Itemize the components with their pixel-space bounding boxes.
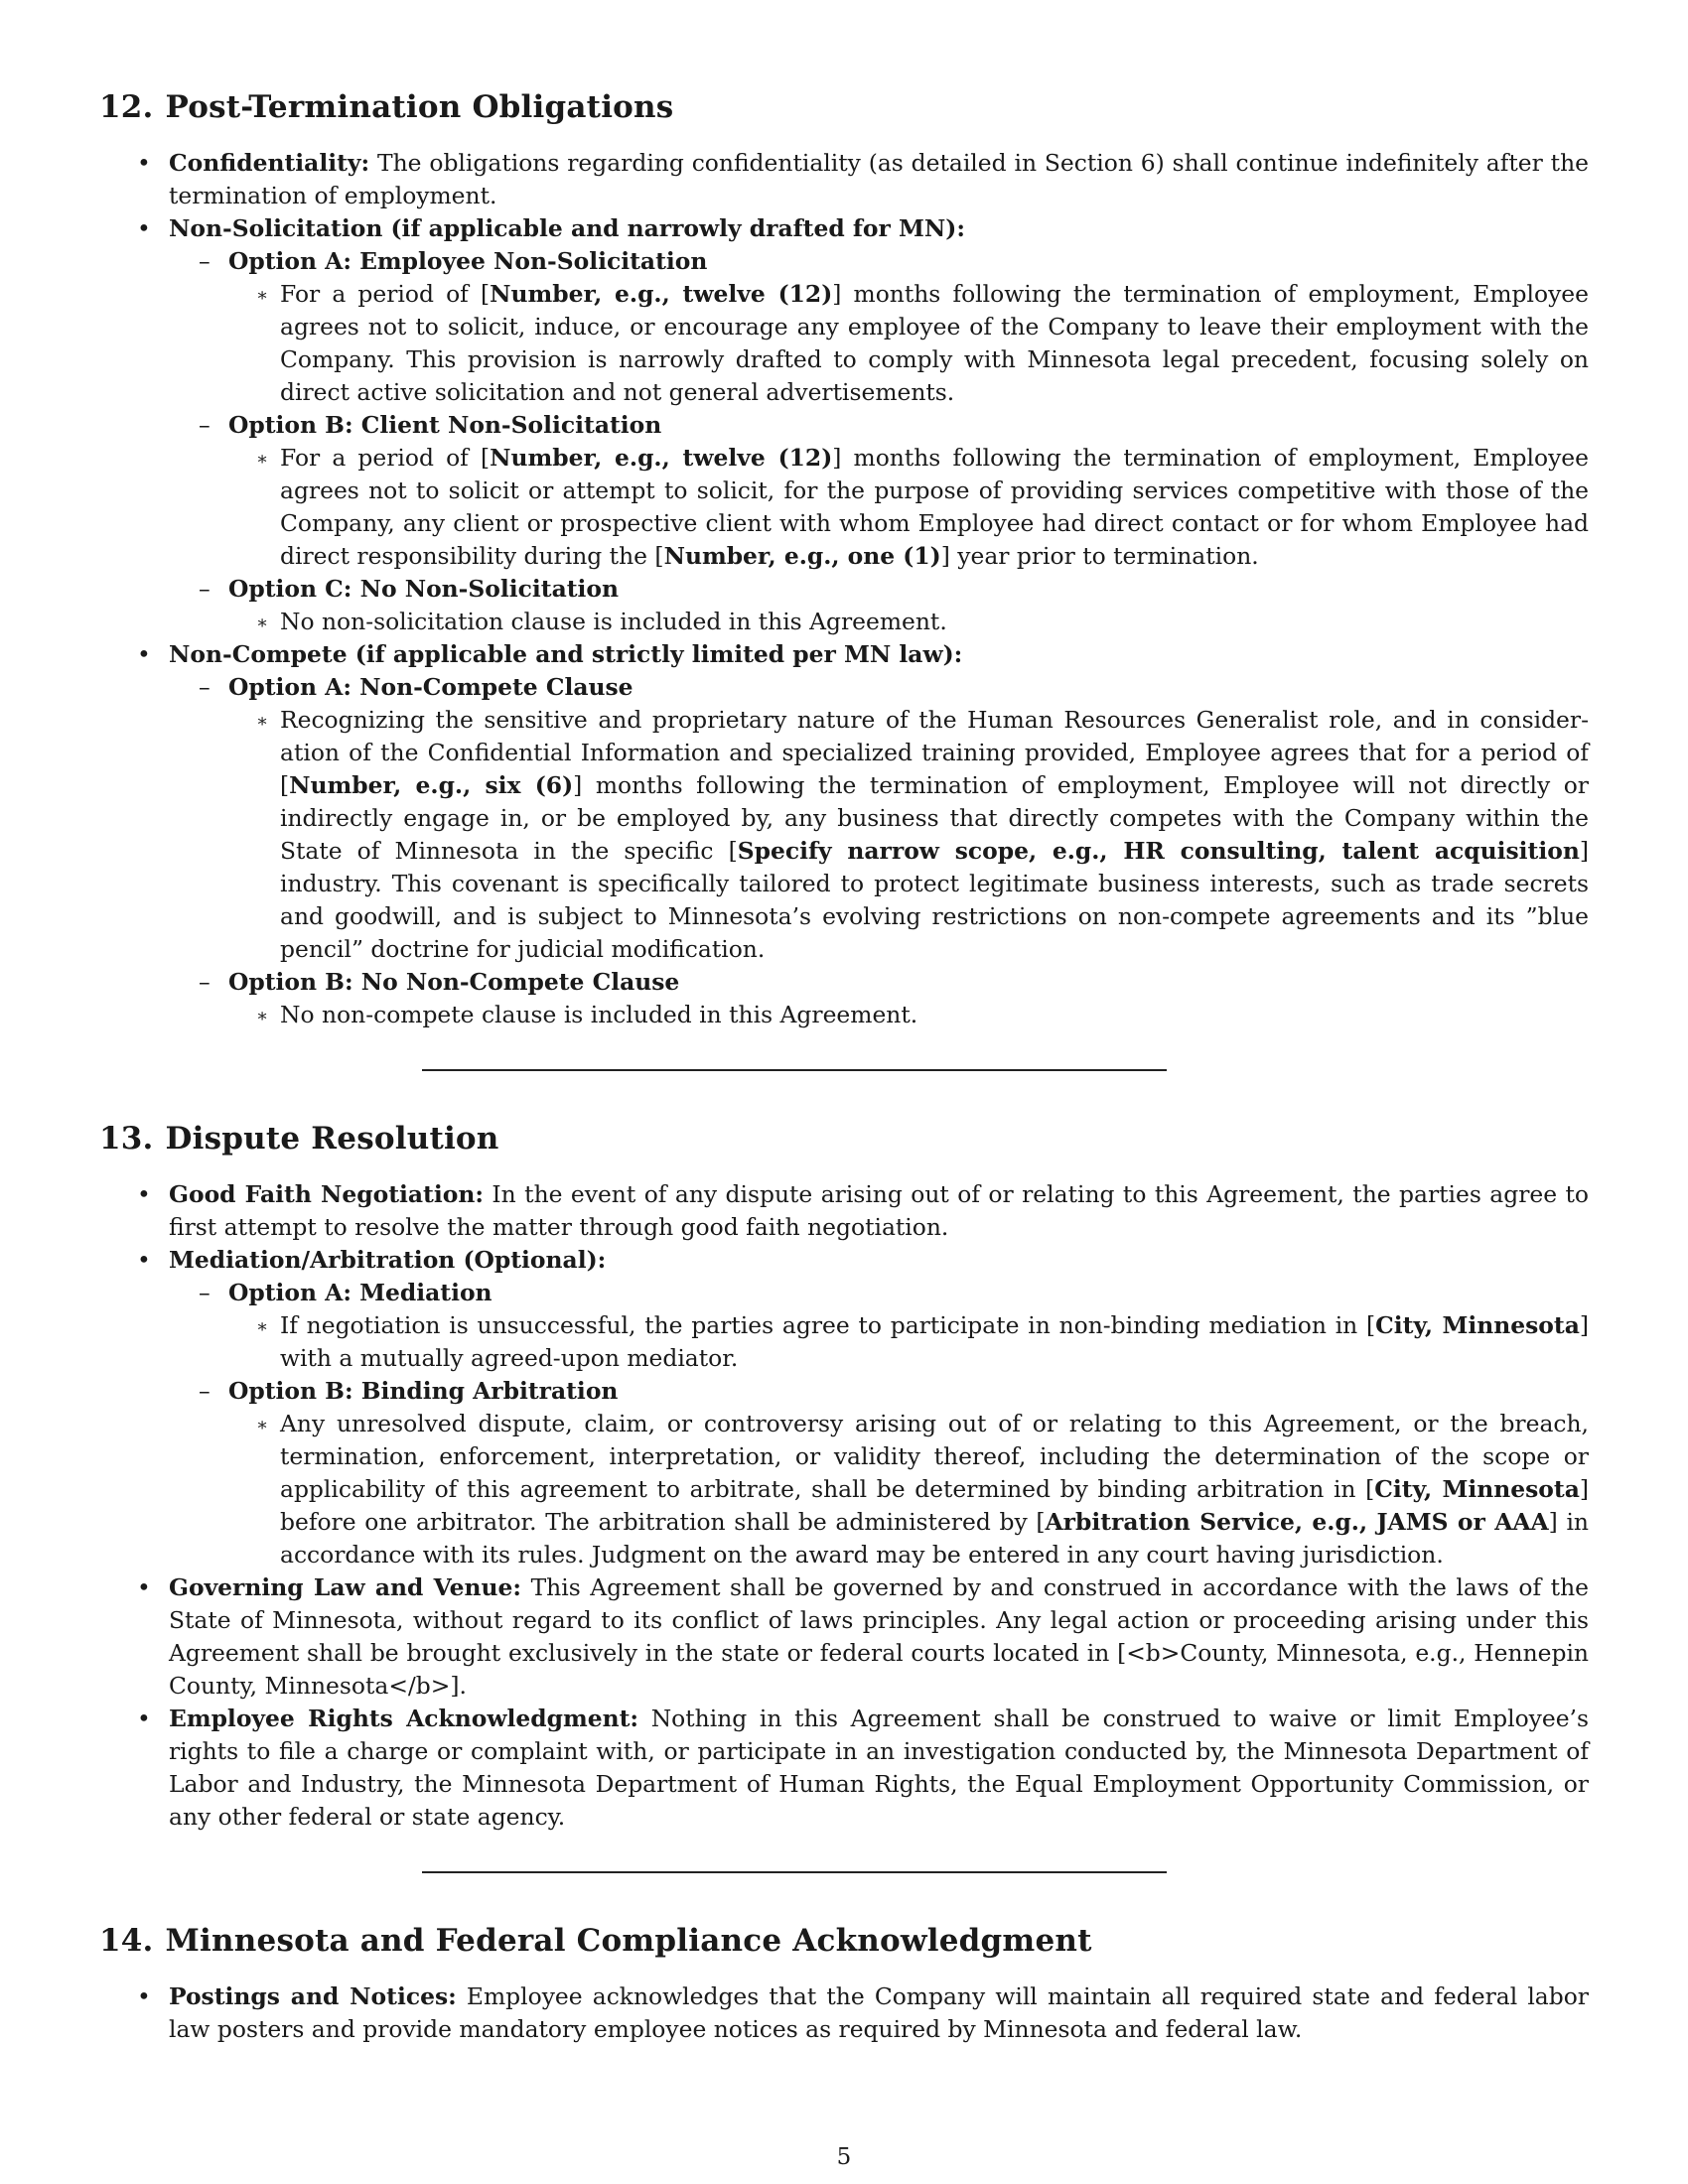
clause-list [228,442,1589,573]
bullet-marker: • [137,149,151,177]
section-list [99,1178,1589,1834]
section-number: 12. [99,89,154,125]
horizontal-rule [422,1871,1167,1873]
item-label: Employee Rights Acknowledgment: [169,1705,639,1732]
asterisk-marker: ∗ [256,1415,269,1435]
clause-item [228,442,1589,573]
section-title: Minnesota and Federal Compliance Acknowledgment [165,1923,1092,1959]
option-label: Option A: Mediation [228,1279,492,1306]
option-item [169,1277,1589,1375]
clause-item [228,999,1589,1031]
list-item [99,1980,1589,2046]
dash-marker: – [199,247,211,275]
list-item [99,638,1589,1031]
bullet-marker: • [137,1982,151,2010]
asterisk-marker: ∗ [256,613,269,633]
section-title: Post-Termination Obligations [165,89,674,125]
option-item [169,671,1589,966]
option-label: Option A: Employee Non-Solicitation [228,247,708,275]
horizontal-rule [422,1069,1167,1071]
clause-item [228,704,1589,966]
item-label: Non-Solicitation (if applicable and narrowly drafted for MN): [169,214,965,242]
dash-marker: – [199,575,211,603]
item-label: Governing Law and Venue: [169,1573,522,1601]
section-heading [99,1121,1589,1157]
option-item [169,245,1589,409]
asterisk-marker: ∗ [256,1006,269,1026]
clause-text: If negotiation is unsuccessful, the parties agree to participate in non-binding mediation in [City, Minnesota] with a mutually agreed-upon mediator. [280,1311,1589,1372]
item-label: Non-Compete (if applicable and strictly limited per MN law): [169,640,963,668]
clause-list [228,606,1589,638]
list-item [99,1571,1589,1703]
item-label: Postings and Notices: [169,1982,457,2010]
item-text: The obligations regarding confidentiality (as detailed in Section 6) shall continue indefinitely after the termination of employment. [169,149,1589,209]
clause-text: For a period of [Number, e.g., twelve (12)] months following the termination of employment, Employee agrees not to solicit, induce, or encourage any employee of the Company to leave their employment with the Company. This provision is narrowly drafted to comply with Minnesota legal precedent, focusing solely on direct active solicitation and not general advertisements. [280,280,1589,406]
clause-list [228,1408,1589,1571]
option-list [169,1277,1589,1571]
clause-text: Recognizing the sensitive and proprietary nature of the Human Resources Generalist role, and in consider-ation of the Confidential Information and specialized training provided, Employee agrees that for a period of [Number, e.g., six (6)] months following the termination of employment, Employee will not directly or indirectly engage in, or be employed by, any business that directly competes with the Company within the State of Minnesota in the specific [Specify narrow scope, e.g., HR consulting, talent acquisition] industry. This covenant is specifically tailored to protect legitimate business interests, such as trade secrets and goodwill, and is subject to Minnesota’s evolving restrictions on non-compete agreements and its ”blue pencil” doctrine for judicial modification. [280,706,1589,963]
clause-item [228,1309,1589,1375]
item-text: In the event of any dispute arising out of or relating to this Agreement, the parties agree to first attempt to resolve the matter through good faith negotiation. [169,1180,1590,1241]
clause-list [228,704,1589,966]
section-number: 14. [99,1923,154,1959]
item-label: Mediation/Arbitration (Optional): [169,1246,607,1274]
list-item [99,1703,1589,1834]
bullet-marker: • [137,1246,151,1274]
asterisk-marker: ∗ [256,711,269,732]
item-text: Employee acknowledges that the Company will maintain all required state and federal labor law posters and provide mandatory employee notices as required by Minnesota and federal law. [169,1982,1589,2043]
bullet-marker: • [137,1573,151,1601]
asterisk-marker: ∗ [256,285,269,306]
dash-marker: – [199,968,211,996]
clause-item [228,278,1589,409]
option-item [169,1375,1589,1571]
option-label: Option B: Binding Arbitration [228,1377,619,1405]
clause-text: For a period of [Number, e.g., twelve (12)] months following the termination of employment, Employee agrees not to solicit or attempt to solicit, for the purpose of providing services competitive with those of the Company, any client or prospective client with whom Employee had direct contact or for whom Employee had direct responsibility during the [Number, e.g., one (1)] year prior to termination. [280,444,1589,570]
dash-marker: – [199,411,211,439]
option-item [169,966,1589,1031]
clause-item [228,1408,1589,1571]
asterisk-marker: ∗ [256,1316,269,1337]
option-label: Option C: No Non-Solicitation [228,575,620,603]
option-label: Option A: Non-Compete Clause [228,673,633,701]
clause-list [228,999,1589,1031]
page-number: 5 [836,2144,852,2170]
section-list [99,1980,1589,2046]
asterisk-marker: ∗ [256,449,269,470]
dash-marker: – [199,1377,211,1405]
section-list [99,147,1589,1031]
option-item [169,409,1589,573]
list-item [99,1178,1589,1244]
dash-marker: – [199,1279,211,1306]
clause-list [228,278,1589,409]
bullet-marker: • [137,1180,151,1208]
clause-text: No non-compete clause is included in this Agreement. [280,1001,918,1028]
list-item [99,212,1589,638]
dash-marker: – [199,673,211,701]
section-title: Dispute Resolution [165,1121,499,1157]
section-heading [99,89,1589,125]
option-list [169,671,1589,1031]
bullet-marker: • [137,1705,151,1732]
item-text: Nothing in this Agreement shall be construed to waive or limit Employee’s rights to file a charge or complaint with, or participate in an investigation conducted by, the Minnesota Department of Labor and Industry, the Minnesota Department of Human Rights, the Equal Employment Opportunity Commission, or any other federal or state agency. [169,1705,1589,1831]
list-item [99,1244,1589,1571]
item-label: Confidentiality: [169,149,370,177]
list-item [99,147,1589,212]
item-label: Good Faith Negotiation: [169,1180,484,1208]
option-list [169,245,1589,638]
bullet-marker: • [137,640,151,668]
bullet-marker: • [137,214,151,242]
section-heading [99,1923,1589,1959]
clause-text: No non-solicitation clause is included in this Agreement. [280,608,947,635]
item-text: This Agreement shall be governed by and construed in accordance with the laws of the State of Minnesota, without regard to its conflict of laws principles. Any legal action or proceeding arising under this Agreement shall be brought exclusively in the state or federal courts located in [<b>County, Minnesota, e.g., Hennepin County, Minnesota</b>]. [169,1573,1589,1700]
clause-item [228,606,1589,638]
section-number: 13. [99,1121,154,1157]
option-label: Option B: No Non-Compete Clause [228,968,680,996]
clause-text: Any unresolved dispute, claim, or controversy arising out of or relating to this Agreement, or the breach, termination, enforcement, interpretation, or validity thereof, including the determination of the scope or applicability of this agreement to arbitrate, shall be determined by binding arbitration in [City, Minnesota] before one arbitrator. The arbitration shall be administered by [Arbitration Service, e.g., JAMS or AAA] in accordance with its rules. Judgment on the award may be entered in any court having jurisdiction. [280,1410,1589,1569]
clause-list [228,1309,1589,1375]
document-body [99,89,1589,2046]
option-item [169,573,1589,638]
option-label: Option B: Client Non-Solicitation [228,411,662,439]
